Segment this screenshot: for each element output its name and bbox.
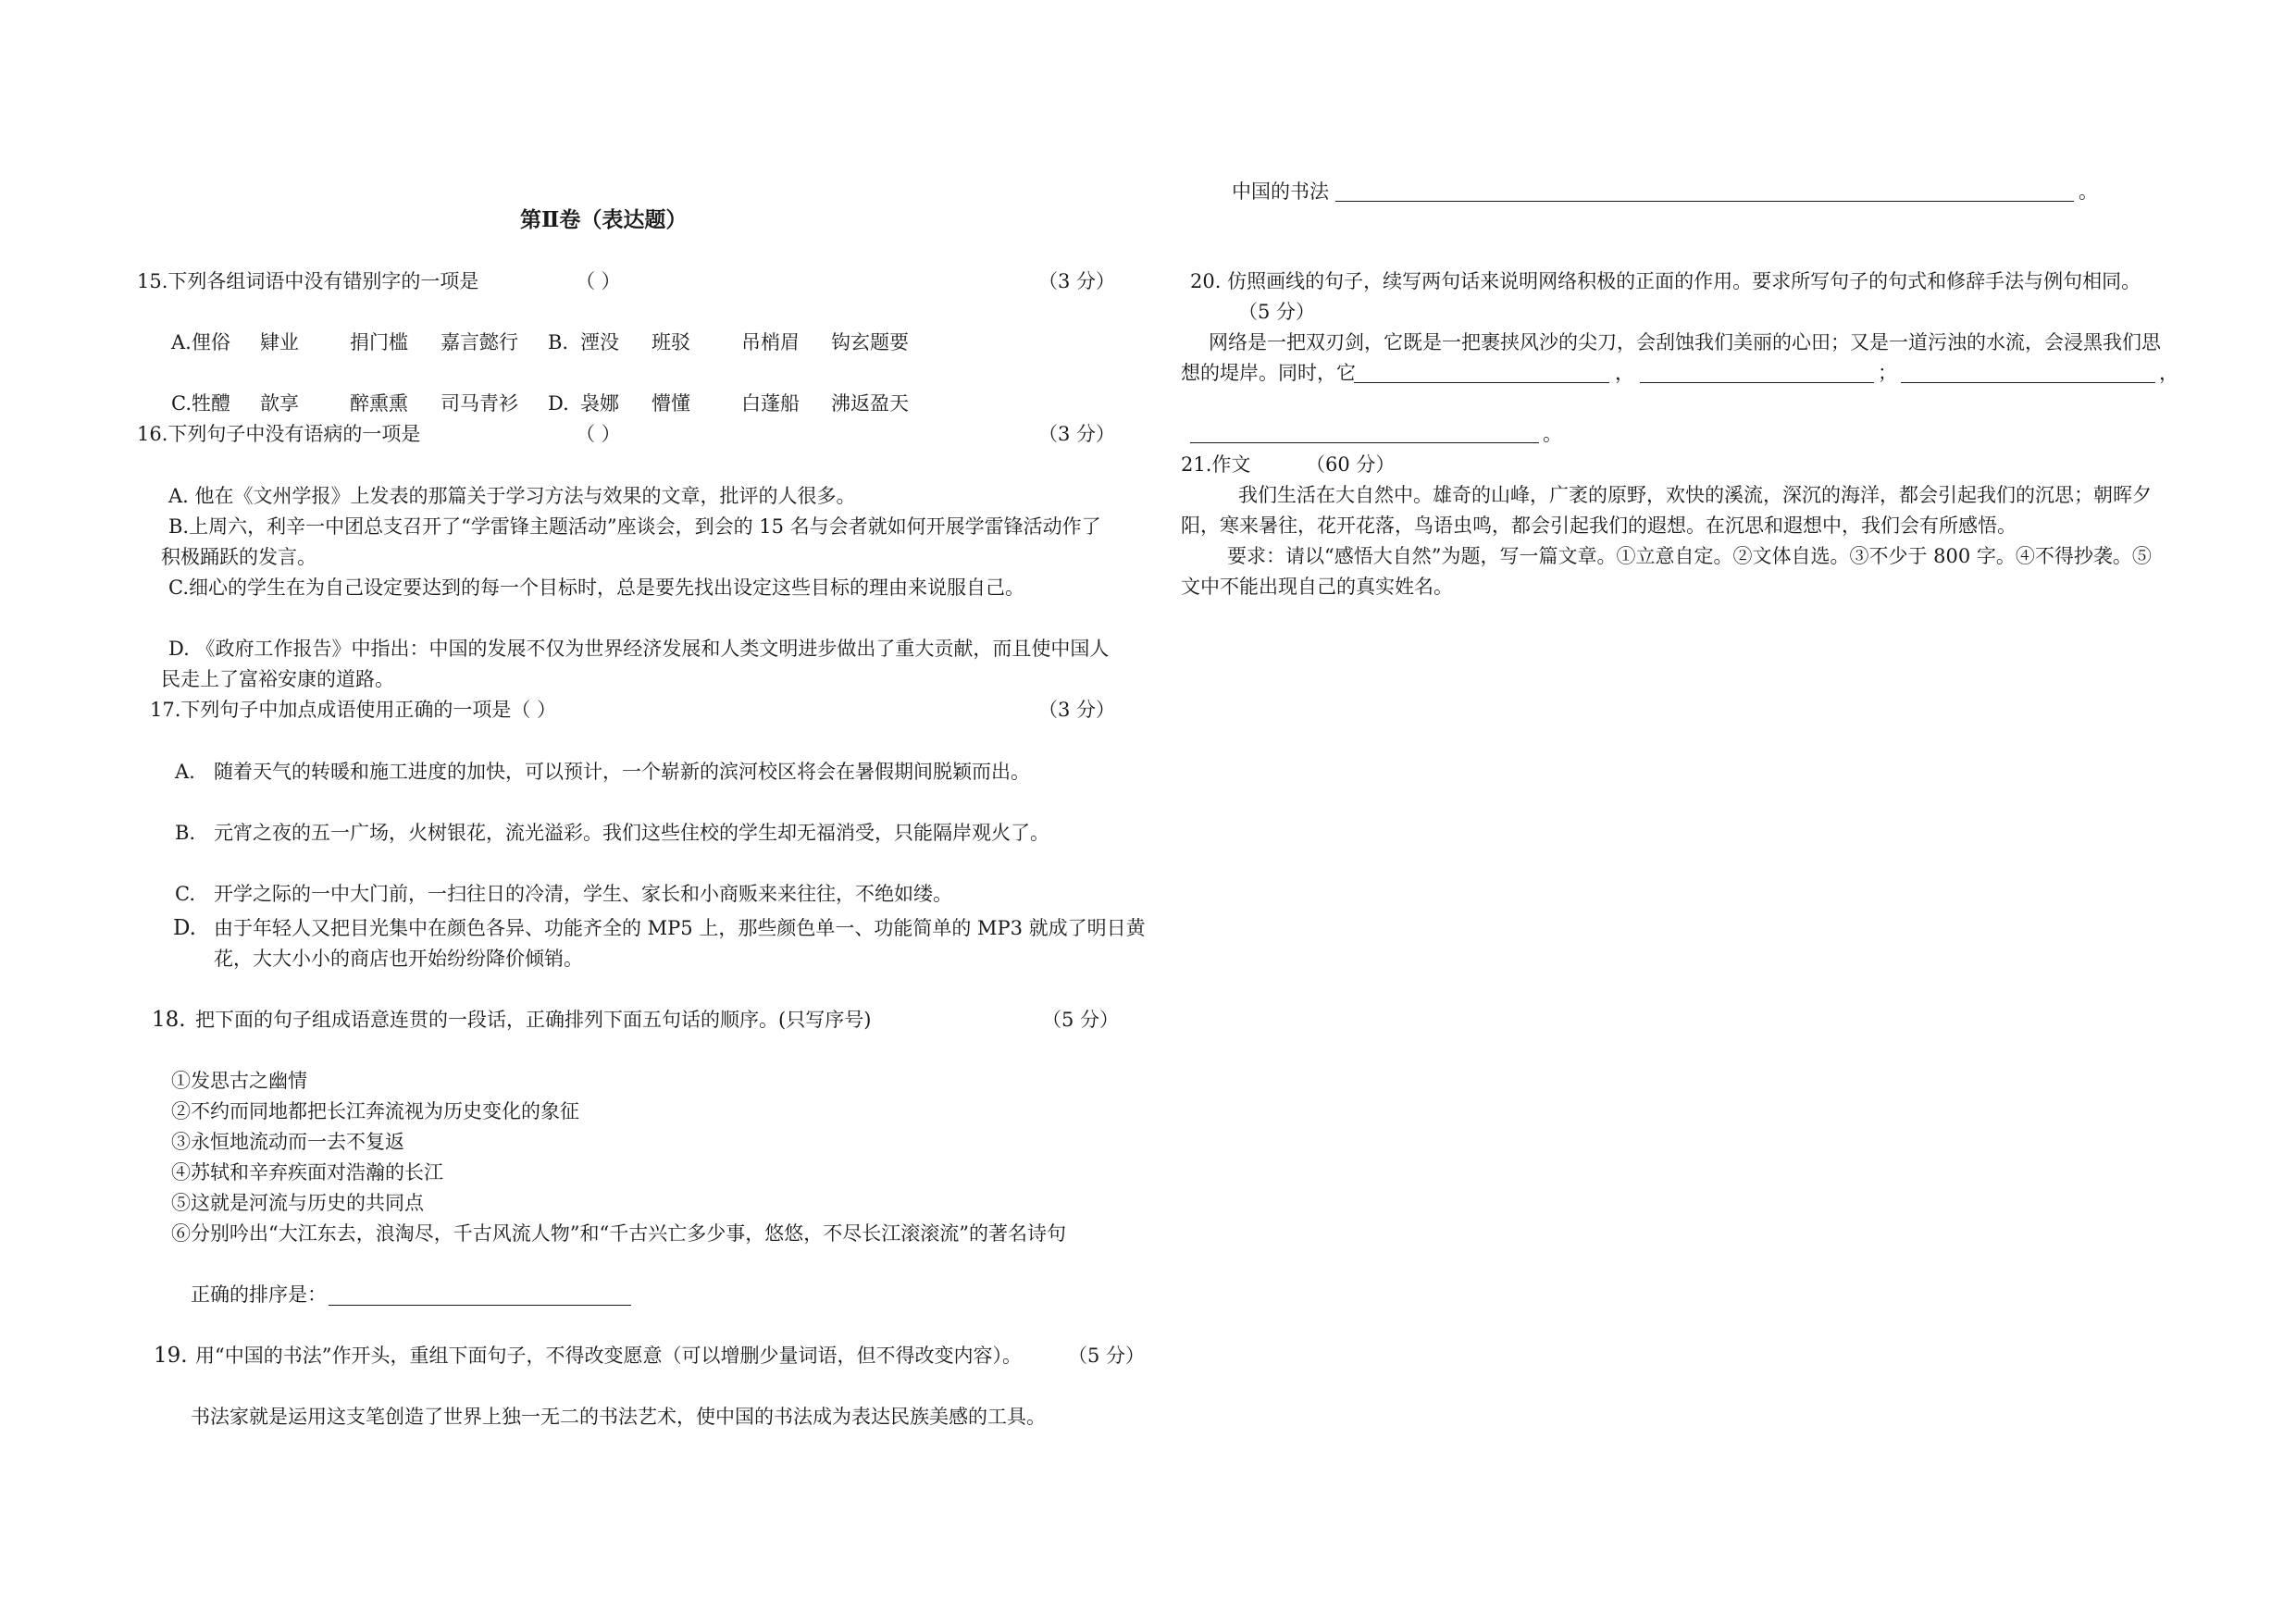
q18-stem: 把下面的句子组成语意连贯的一段话，正确排列下面五句话的顺序。(只写序号) [195, 1009, 872, 1031]
q20-blank-1[interactable] [1354, 382, 1609, 383]
q15-word: 醉熏熏 [350, 392, 408, 415]
q15-word: 司马青衫 [441, 392, 518, 415]
q15-word: 班驳 [652, 331, 690, 353]
q20-stem: 20. 仿照画线的句子，续写两句话来说明网络积极的正面的作用。要求所写句子的句式和修辞手法与例句相同。 [1190, 270, 2141, 292]
q16-option-d: D. 《政府工作报告》中指出：中国的发展不仅为世界经济发展和人类文明进步做出了重大贡献，而且使中国人 [168, 638, 1110, 660]
q19-answer-end: 。 [2079, 180, 2098, 203]
q17-option-b: 元宵之夜的五一广场，火树银花，流光溢彩。我们这些住校的学生却无福消受，只能隔岸观火了。 [214, 822, 1049, 844]
q15-word: 捐门槛 [350, 331, 408, 353]
q17-option-d-label: D. [173, 916, 196, 940]
q15-paren: （ ） [576, 270, 621, 292]
q21-requirements-cont: 文中不能出现自己的真实姓名。 [1181, 576, 1453, 598]
q16-paren: （ ） [576, 423, 621, 445]
q15-score: （3 分） [1038, 270, 1116, 292]
q19-stem: 用“中国的书法”作开头，重组下面句子，不得改变愿意（可以增删少量词语，但不得改变内容）。 [195, 1345, 1022, 1367]
q15-word: 嘉言懿行 [441, 331, 518, 353]
q16-stem: 16.下列句子中没有语病的一项是 [137, 423, 421, 445]
q20-blank-2[interactable] [1640, 382, 1874, 383]
q17-option-a-label: A. [175, 761, 195, 783]
q18-item: ⑤这就是河流与历史的共同点 [171, 1192, 424, 1214]
q16-option-d-cont: 民走上了富裕安康的道路。 [161, 668, 394, 690]
q20-passage-cont: 想的堤岸。同时，它 [1181, 362, 1356, 384]
q18-item: ②不约而同地都把长江奔流视为历史变化的象征 [171, 1100, 579, 1122]
q21-prompt-cont: 阳，寒来暑往，花开花落，鸟语虫鸣，都会引起我们的遐想。在沉思和遐想中，我们会有所感悟。 [1181, 514, 2017, 537]
q21-stem: 21.作文 [1181, 453, 1251, 476]
q21-requirements: 要求：请以“感悟大自然”为题，写一篇文章。①立意自定。②文体自选。③不少于 800 字。④不得抄袭。⑤ [1227, 545, 2152, 567]
q17-option-b-label: B. [175, 822, 196, 844]
q20-comma: ， [1615, 362, 1634, 384]
q18-answer-label: 正确的排序是： [191, 1283, 327, 1306]
q17-option-a: 随着天气的转暖和施工进度的加快，可以预计，一个崭新的滨河校区将会在暑假期间脱颖而出。 [214, 761, 1030, 783]
q15-option-b: B. [548, 331, 569, 353]
q16-option-a: A. 他在《文州学报》上发表的那篇关于学习方法与效果的文章，批评的人很多。 [168, 485, 856, 507]
q20-blank-3[interactable] [1901, 382, 2155, 383]
section-title: 第Ⅱ卷（表达题） [520, 207, 688, 232]
q15-option-d: D. [548, 392, 569, 415]
q21-score: （60 分） [1306, 453, 1396, 476]
q17-option-d-cont: 花，大大小小的商店也开始纷纷降价倾销。 [214, 948, 583, 970]
q16-option-c: C.细心的学生在为自己设定要达到的每一个目标时，总是要先找出设定这些目标的理由来说服自己。 [168, 576, 1024, 599]
q15-word: 吊梢眉 [741, 331, 800, 353]
q16-option-b: B.上周六，利辛一中团总支召开了“学雷锋主题活动”座谈会，到会的 15 名与会者就如何开展学雷锋活动作了 [168, 515, 1101, 538]
q19-sentence: 书法家就是运用这支笔创造了世界上独一无二的书法艺术，使中国的书法成为表达民族美感的工具。 [191, 1406, 1046, 1428]
q19-number: 19. [154, 1344, 188, 1368]
q17-option-c-label: C. [175, 883, 195, 905]
q18-score: （5 分） [1042, 1009, 1120, 1031]
q15-option-a: A.俚俗 [171, 331, 230, 353]
q19-answer-blank[interactable] [1335, 201, 2074, 202]
q15-stem: 15.下列各组词语中没有错别字的一项是 [137, 270, 479, 292]
q20-blank-4[interactable] [1190, 442, 1539, 443]
q20-comma-2: ， [2159, 362, 2178, 384]
q18-answer-blank[interactable] [329, 1305, 631, 1306]
q15-word: 肄业 [260, 331, 299, 353]
q15-word: 懵懂 [652, 392, 690, 415]
q15-option-c: C.牲醴 [171, 392, 230, 415]
q18-item: ⑥分别吟出“大江东去，浪淘尽，千古风流人物”和“千古兴亡多少事，悠悠，不尽长江滚滚流”的著名诗句 [171, 1222, 1066, 1245]
q17-score: （3 分） [1038, 699, 1116, 721]
q15-word: 沸返盈天 [831, 392, 909, 415]
q19-answer-prefix: 中国的书法 [1232, 180, 1329, 203]
q16-option-b-cont: 积极踊跃的发言。 [161, 546, 316, 568]
q19-score: （5 分） [1068, 1345, 1146, 1367]
q18-number: 18. [152, 1008, 186, 1032]
q15-word: 袅娜 [580, 392, 619, 415]
q17-stem: 17.下列句子中加点成语使用正确的一项是（ ） [150, 699, 557, 721]
q17-option-d: 由于年轻人又把目光集中在颜色各异、功能齐全的 MP5 上，那些颜色单一、功能简单的 MP3 就成了明日黄 [214, 917, 1146, 939]
q16-score: （3 分） [1038, 423, 1116, 445]
q20-score: （5 分） [1238, 301, 1316, 323]
q18-item: ④苏轼和辛弃疾面对浩瀚的长江 [171, 1161, 443, 1184]
q20-semicolon: ； [1878, 362, 1897, 384]
q21-prompt: 我们生活在大自然中。雄奇的山峰，广袤的原野，欢快的溪流，深沉的海洋，都会引起我们的沉思；朝晖夕 [1238, 484, 2152, 506]
q17-option-c: 开学之际的一中大门前，一扫往日的冷清，学生、家长和小商贩来来往往，不绝如缕。 [214, 883, 952, 905]
q20-end: 。 [1543, 423, 1562, 445]
q15-word: 歆享 [260, 392, 299, 415]
q15-word: 白蓬船 [741, 392, 800, 415]
q18-item: ①发思古之幽情 [171, 1070, 307, 1092]
q20-passage: 网络是一把双刃剑，它既是一把裹挟风沙的尖刀，会刮蚀我们美丽的心田；又是一道污浊的水流，会浸黑我们思 [1209, 331, 2161, 353]
q15-word: 湮没 [580, 331, 619, 353]
q15-word: 钩玄题要 [831, 331, 909, 353]
q18-item: ③永恒地流动而一去不复返 [171, 1131, 404, 1153]
